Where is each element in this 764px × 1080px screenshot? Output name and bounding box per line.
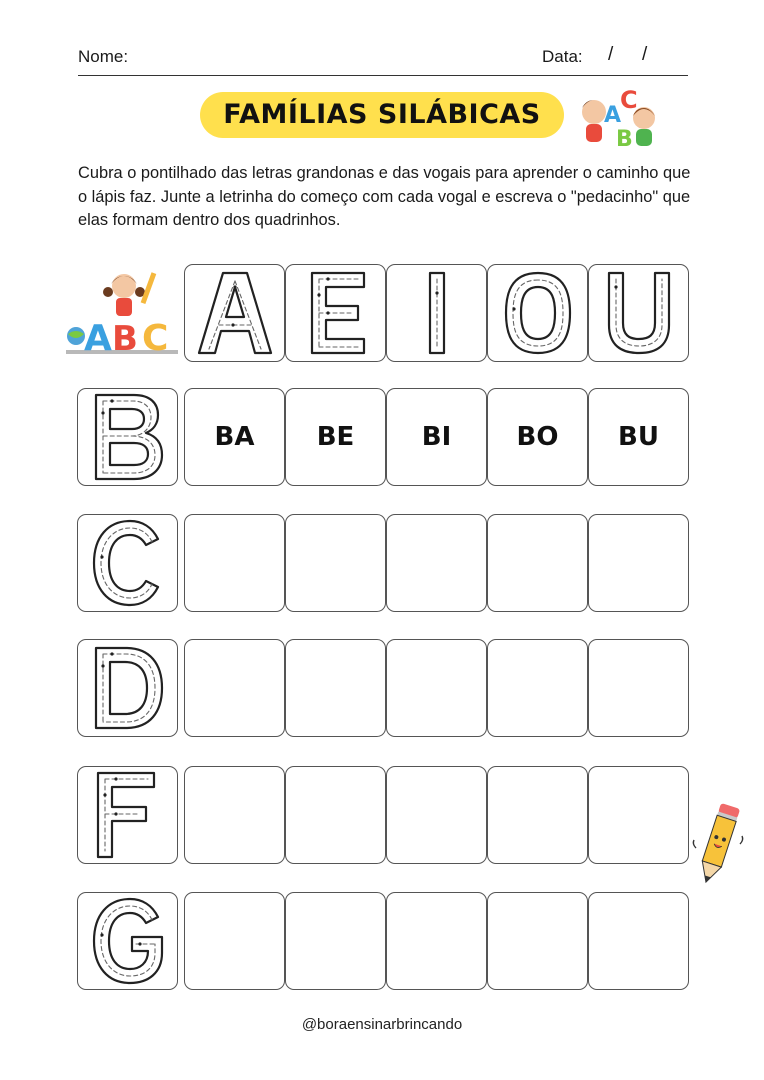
answer-box[interactable] [588, 892, 689, 990]
answer-box[interactable] [487, 892, 588, 990]
syllable-example: BE [316, 422, 355, 452]
pencil-mascot-icon [690, 800, 746, 890]
page-title: FAMÍLIAS SILÁBICAS [223, 99, 541, 130]
syllable-example: BU [618, 422, 659, 452]
consonant-tracing-card [77, 892, 178, 990]
instructions-text: Cubra o pontilhado das letras grandonas e das vogais para aprender o caminho que o lápis faz. Junte a letrinha do começo com cada vogal e escreva o "pedacinho" que elas formam dentro dos quadrinhos. [78, 164, 691, 229]
answer-box[interactable] [386, 766, 487, 864]
tracing-letter-b [78, 389, 178, 486]
tracing-letter-e [286, 265, 386, 362]
answer-box[interactable] [588, 766, 689, 864]
tracing-letter-d [78, 640, 178, 737]
vowel-tracing-card [588, 264, 689, 362]
syllable-example: BI [421, 422, 452, 452]
tracing-letter-a [185, 265, 285, 362]
tracing-letter-i [387, 265, 487, 362]
answer-box[interactable] [386, 514, 487, 612]
illustration-letter: A [84, 318, 112, 358]
syllable-example: BA [214, 422, 255, 452]
consonant-tracing-card [77, 514, 178, 612]
illustration-letter: C [620, 88, 638, 114]
answer-box[interactable] [285, 639, 386, 737]
syllable-example: BO [516, 422, 559, 452]
answer-box[interactable] [487, 514, 588, 612]
illustration-letter: B [112, 319, 138, 358]
illustration-letter: B [616, 127, 633, 152]
kids-abc-illustration [574, 88, 666, 154]
illustration-letter: A [604, 103, 622, 128]
syllable-example-card [285, 388, 386, 486]
consonant-tracing-card [77, 639, 178, 737]
vowel-tracing-card [386, 264, 487, 362]
answer-box[interactable] [285, 514, 386, 612]
name-label: Nome: [78, 47, 129, 66]
girl-abc-illustration [62, 264, 182, 358]
vowel-tracing-card [487, 264, 588, 362]
answer-box[interactable] [184, 892, 285, 990]
answer-box[interactable] [184, 514, 285, 612]
illustration-letter: C [142, 318, 169, 358]
answer-box[interactable] [588, 639, 689, 737]
answer-box[interactable] [184, 766, 285, 864]
title-banner [200, 92, 564, 138]
answer-box[interactable] [386, 639, 487, 737]
answer-box[interactable] [285, 766, 386, 864]
header-line [78, 44, 688, 76]
date-label: Data: [542, 47, 583, 66]
answer-box[interactable] [487, 639, 588, 737]
footer-handle: @boraensinarbrincando [301, 1016, 463, 1033]
syllable-example-card [184, 388, 285, 486]
date-separator: / [608, 44, 614, 65]
answer-box[interactable] [588, 514, 689, 612]
tracing-letter-g [78, 893, 178, 990]
tracing-letter-f [78, 767, 178, 864]
syllable-example-card [487, 388, 588, 486]
date-separator: / [642, 44, 648, 65]
syllable-example-card [386, 388, 487, 486]
answer-box[interactable] [285, 892, 386, 990]
tracing-letter-c [78, 515, 178, 612]
answer-box[interactable] [184, 639, 285, 737]
syllable-example-card [588, 388, 689, 486]
consonant-tracing-card [77, 766, 178, 864]
tracing-letter-u [589, 265, 689, 362]
answer-box[interactable] [386, 892, 487, 990]
vowel-tracing-card [285, 264, 386, 362]
tracing-letter-o [488, 265, 588, 362]
answer-box[interactable] [487, 766, 588, 864]
consonant-tracing-card [77, 388, 178, 486]
vowel-tracing-card [184, 264, 285, 362]
